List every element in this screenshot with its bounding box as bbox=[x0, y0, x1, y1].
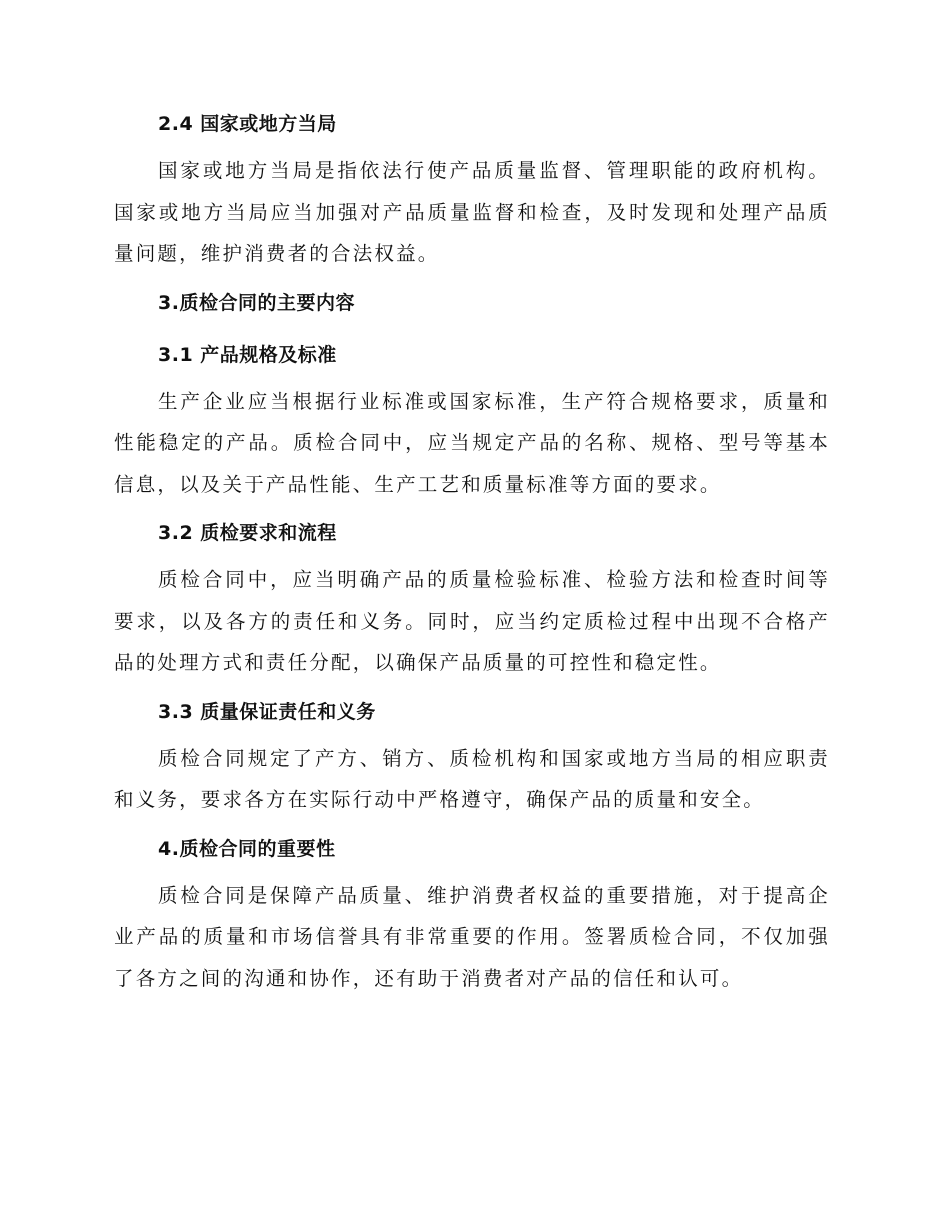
section-heading-4: 4.质检合同的重要性 bbox=[158, 837, 336, 860]
section-paragraph-2-4: 国家或地方当局是指依法行使产品质量监督、管理职能的政府机构。国家或地方当局应当加强对产品质量监督和检查，及时发现和处理产品质量问题，维护消费者的合法权益。 bbox=[114, 159, 830, 265]
document-body bbox=[114, 110, 830, 999]
section-heading-3-1: 3.1 产品规格及标准 bbox=[158, 343, 337, 366]
section-paragraph-4: 质检合同是保障产品质量、维护消费者权益的重要措施，对于提高企业产品的质量和市场信誉具有非常重要的作用。签署质检合同，不仅加强了各方之间的沟通和协作，还有助于消费者对产品的信任和认可。 bbox=[114, 883, 830, 990]
section-heading-2-4: 2.4 国家或地方当局 bbox=[158, 113, 337, 135]
section-paragraph-3-3: 质检合同规定了产方、销方、质检机构和国家或地方当局的相应职责和义务，要求各方在实际行动中严格遵守，确保产品的质量和安全。 bbox=[114, 746, 830, 811]
section-heading-3-2: 3.2 质检要求和流程 bbox=[158, 522, 337, 544]
section-heading-3: 3.质检合同的主要内容 bbox=[158, 291, 355, 314]
section-paragraph-3-2: 质检合同中，应当明确产品的质量检验标准、检验方法和检查时间等要求，以及各方的责任和义务。同时，应当约定质检过程中出现不合格产品的处理方式和责任分配，以确保产品质量的可控性和稳定性。 bbox=[114, 568, 830, 674]
section-paragraph-3-1: 生产企业应当根据行业标准或国家标准，生产符合规格要求，质量和性能稳定的产品。质检合同中，应当规定产品的名称、规格、型号等基本信息，以及关于产品性能、生产工艺和质量标准等方面的要求。 bbox=[114, 389, 830, 496]
section-heading-3-3: 3.3 质量保证责任和义务 bbox=[158, 700, 376, 723]
